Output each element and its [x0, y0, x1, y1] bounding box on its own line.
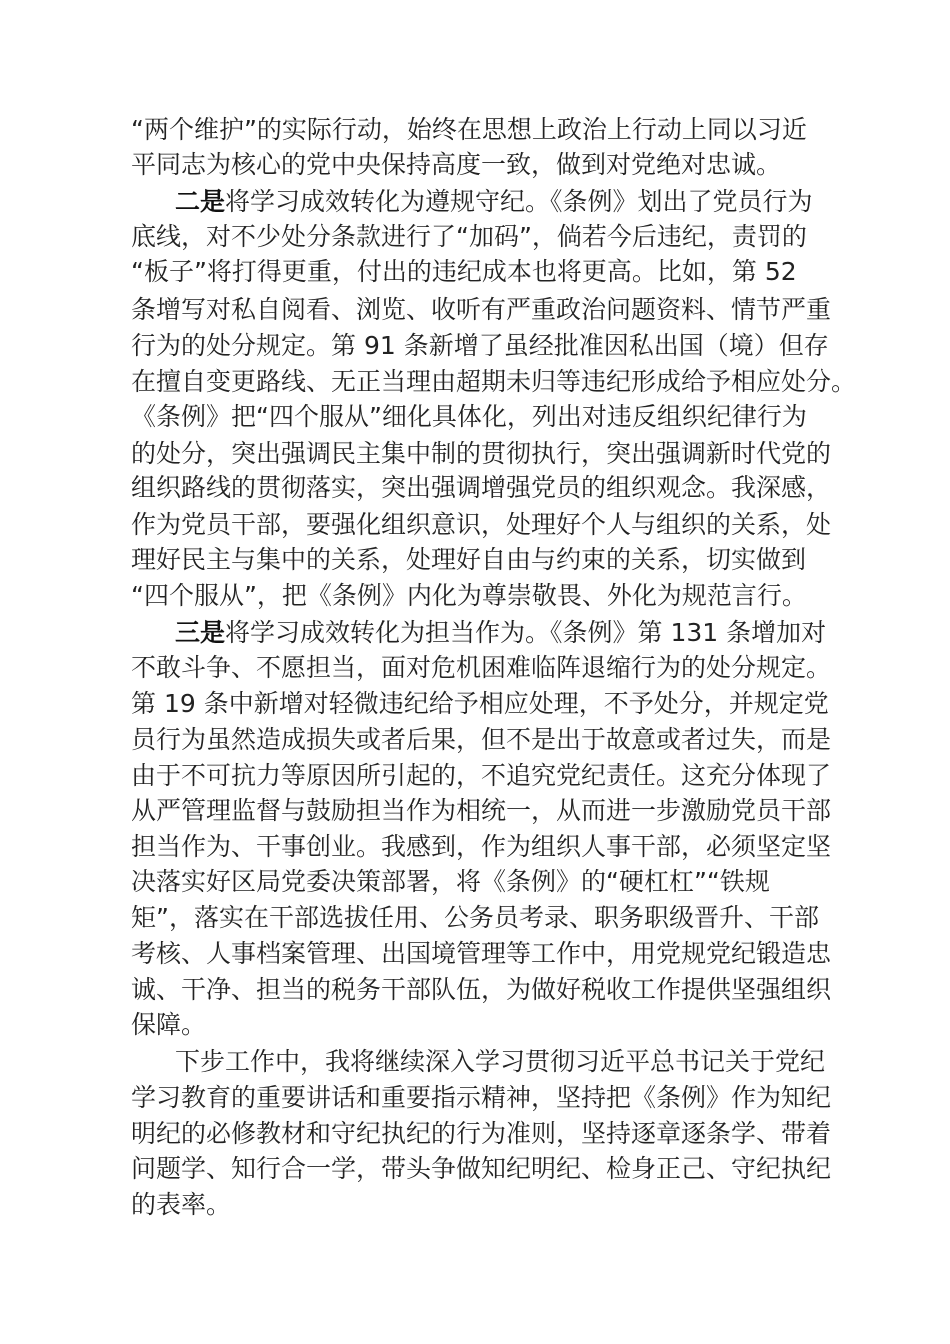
- text-line-8: 在擅自变更路线、无正当理由超期未归等违纪形成给予相应处分。: [131, 367, 857, 396]
- text-line-11: 组织路线的贯彻落实，突出强调增强党员的组织观念。我深感，: [131, 473, 832, 502]
- text-line-24: 考核、人事档案管理、出国境管理等工作中，用党规党纪锻造忠: [131, 939, 832, 968]
- text-line-26: 保障。: [131, 1010, 207, 1039]
- text-line-18: 员行为虽然造成损失或者后果，但不是出于故意或者过失，而是: [131, 725, 832, 754]
- text-line-5: “板子”将打得更重，付出的违纪成本也将更高。比如，第 52: [131, 257, 797, 286]
- text-line-3: 将学习成效转化为遵规守纪。《条例》划出了党员行为: [225, 187, 813, 216]
- text-line-13: 理好民主与集中的关系，处理好自由与约束的关系，切实做到: [131, 545, 807, 574]
- paragraph-3-first-line: [131, 617, 826, 649]
- bold-lead-second: 二是: [175, 187, 226, 216]
- text-line-19: 由于不可抗力等原因所引起的，不追究党纪责任。这充分体现了: [131, 761, 832, 790]
- text-line-17: 第 19 条中新增对轻微违纪给予相应处理，不予处分，并规定党: [131, 689, 829, 718]
- text-line-22: 决落实好区局党委决策部署，将《条例》的“硬杠杠”“铁规: [131, 867, 770, 896]
- text-line-6: 条增写对私自阅看、浏览、收听有严重政治问题资料、情节严重: [131, 295, 832, 324]
- text-line-31: 的表率。: [131, 1190, 232, 1219]
- text-line-27: 下步工作中，我将继续深入学习贯彻习近平总书记关于党纪: [175, 1047, 826, 1076]
- text-line-14: “四个服从”，把《条例》内化为尊崇敬畏、外化为规范言行。: [131, 581, 807, 610]
- text-line-30: 问题学、知行合一学，带头争做知纪明纪、检身正己、守纪执纪: [131, 1154, 832, 1183]
- bold-lead-third: 三是: [175, 618, 226, 647]
- text-line-16: 不敢斗争、不愿担当，面对危机困难临阵退缩行为的处分规定。: [131, 653, 832, 682]
- text-line-23: 矩”，落实在干部选拔任用、公务员考录、职务职级晋升、干部: [131, 903, 819, 932]
- text-line-1: “两个维护”的实际行动，始终在思想上政治上行动上同以习近: [131, 115, 807, 144]
- text-line-15: 将学习成效转化为担当作为。《条例》第 131 条增加对: [225, 618, 827, 647]
- text-line-12: 作为党员干部，要强化组织意识，处理好个人与组织的关系，处: [131, 510, 832, 539]
- text-line-21: 担当作为、干事创业。我感到，作为组织人事干部，必须坚定坚: [131, 832, 832, 861]
- text-line-4: 底线，对不少处分条款进行了“加码”，倘若今后违纪，责罚的: [131, 222, 807, 251]
- text-line-2: 平同志为核心的党中央保持高度一致，做到对党绝对忠诚。: [131, 150, 782, 179]
- text-line-28: 学习教育的重要讲话和重要指示精神，坚持把《条例》作为知纪: [131, 1083, 832, 1112]
- text-line-7: 行为的处分规定。第 91 条新增了虽经批准因私出国（境）但存: [131, 331, 829, 360]
- text-line-10: 的处分，突出强调民主集中制的贯彻执行，突出强调新时代党的: [131, 439, 832, 468]
- paragraph-2-first-line: [131, 186, 813, 218]
- text-line-29: 明纪的必修教材和守纪执纪的行为准则，坚持逐章逐条学、带着: [131, 1119, 832, 1148]
- text-line-20: 从严管理监督与鼓励担当作为相统一，从而进一步激励党员干部: [131, 796, 832, 825]
- text-line-9: 《条例》把“四个服从”细化具体化，列出对违反组织纪律行为: [131, 402, 807, 431]
- text-line-25: 诚、干净、担当的税务干部队伍，为做好税收工作提供坚强组织: [131, 975, 832, 1004]
